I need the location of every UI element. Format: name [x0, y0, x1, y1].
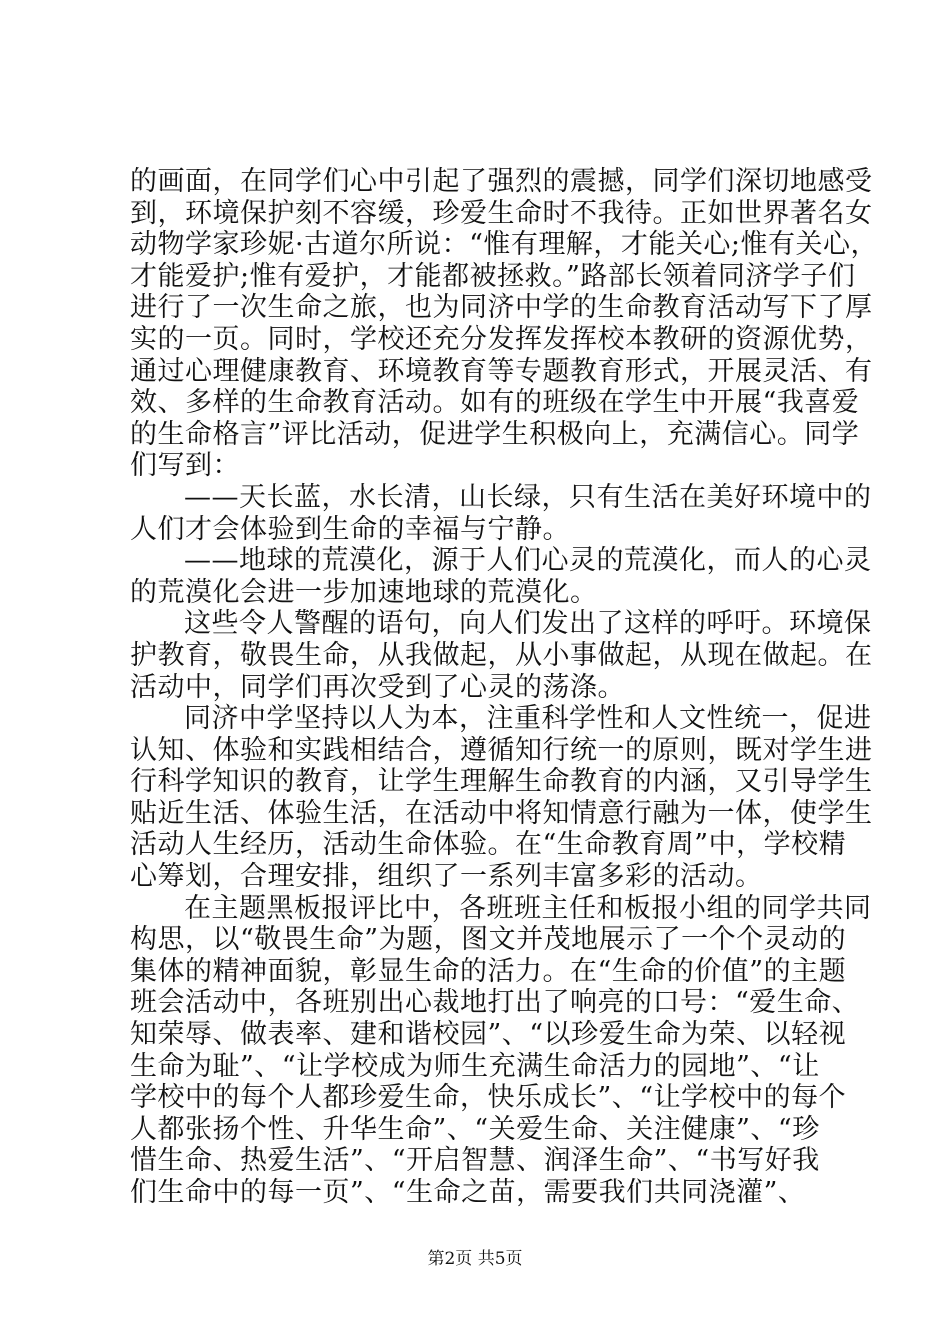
text-line: 的生命格言”评比活动，促进学生积极向上，充满信心。同学	[130, 418, 860, 450]
text-line: ——天长蓝，水长清，山长绿，只有生活在美好环境中的	[184, 481, 872, 513]
text-line: 认知、体验和实践相结合，遵循知行统一的原则，既对学生进	[130, 734, 873, 766]
text-line: 通过心理健康教育、环境教育等专题教育形式，开展灵活、有	[130, 355, 873, 387]
text-line: 在主题黑板报评比中，各班班主任和板报小组的同学共同	[184, 892, 872, 924]
text-line: 惜生命、热爱生活”、“开启智慧、润泽生命”、“书写好我	[130, 1145, 820, 1177]
text-line: 生命为耻”、“让学校成为师生充满生命活力的园地”、“让	[130, 1050, 820, 1082]
text-line: 活动中，同学们再次受到了心灵的荡涤。	[130, 671, 625, 703]
text-line: 到，环境保护刻不容缓，珍爱生命时不我待。正如世界著名女	[130, 197, 873, 229]
text-line: 构思，以“敬畏生命”为题，图文并茂地展示了一个个灵动的	[130, 924, 847, 956]
text-line: 知荣辱、做表率、建和谐校园”、“以珍爱生命为荣、以轻视	[130, 1019, 847, 1051]
text-line: 进行了一次生命之旅，也为同济中学的生命教育活动写下了厚	[130, 292, 873, 324]
text-line: 行科学知识的教育，让学生理解生命教育的内涵，又引导学生	[130, 766, 873, 798]
document-body	[130, 166, 878, 1209]
text-line: 活动人生经历，活动生命体验。在“生命教育周”中，学校精	[130, 829, 847, 861]
text-line: 人们才会体验到生命的幸福与宁静。	[130, 513, 570, 545]
text-line: 动物学家珍妮·古道尔所说：“惟有理解，才能关心;惟有关心，	[130, 229, 878, 261]
text-line: 才能爱护;惟有爱护，才能都被拯救。”路部长领着同济学子们	[130, 260, 856, 292]
text-line: 的画面，在同学们心中引起了强烈的震撼，同学们深切地感受	[130, 166, 873, 197]
text-line: 这些令人警醒的语句，向人们发出了这样的呼吁。环境保	[184, 608, 872, 640]
text-line: 贴近生活、体验生活，在活动中将知情意行融为一体，使学生	[130, 797, 873, 829]
text-line: 心筹划，合理安排，组织了一系列丰富多彩的活动。	[130, 861, 763, 893]
text-line: 班会活动中，各班别出心裁地打出了响亮的口号：“爱生命、	[130, 987, 860, 1019]
text-line: 效、多样的生命教育活动。如有的班级在学生中开展“我喜爱	[130, 387, 860, 419]
text-line: 同济中学坚持以人为本，注重科学性和人文性统一，促进	[184, 703, 872, 735]
text-line: 护教育，敬畏生命，从我做起，从小事做起，从现在做起。在	[130, 639, 873, 671]
text-line: 实的一页。同时，学校还充分发挥发挥校本教研的资源优势，	[130, 323, 873, 355]
text-line: 们生命中的每一页”、“生命之苗，需要我们共同浇灌”、	[130, 1177, 806, 1208]
text-line: 人都张扬个性、升华生命”、“关爱生命、关注健康”、“珍	[130, 1113, 820, 1145]
text-line: 集体的精神面貌，彰显生命的活力。在“生命的价值”的主题	[130, 955, 847, 987]
text-line: 们写到：	[130, 450, 240, 482]
text-line: 学校中的每个人都珍爱生命，快乐成长”、“让学校中的每个	[130, 1082, 847, 1114]
text-line: ——地球的荒漠化，源于人们心灵的荒漠化，而人的心灵	[184, 545, 872, 577]
page-footer: 第2页 共5页	[427, 1249, 523, 1269]
text-line: 的荒漠化会进一步加速地球的荒漠化。	[130, 576, 598, 608]
